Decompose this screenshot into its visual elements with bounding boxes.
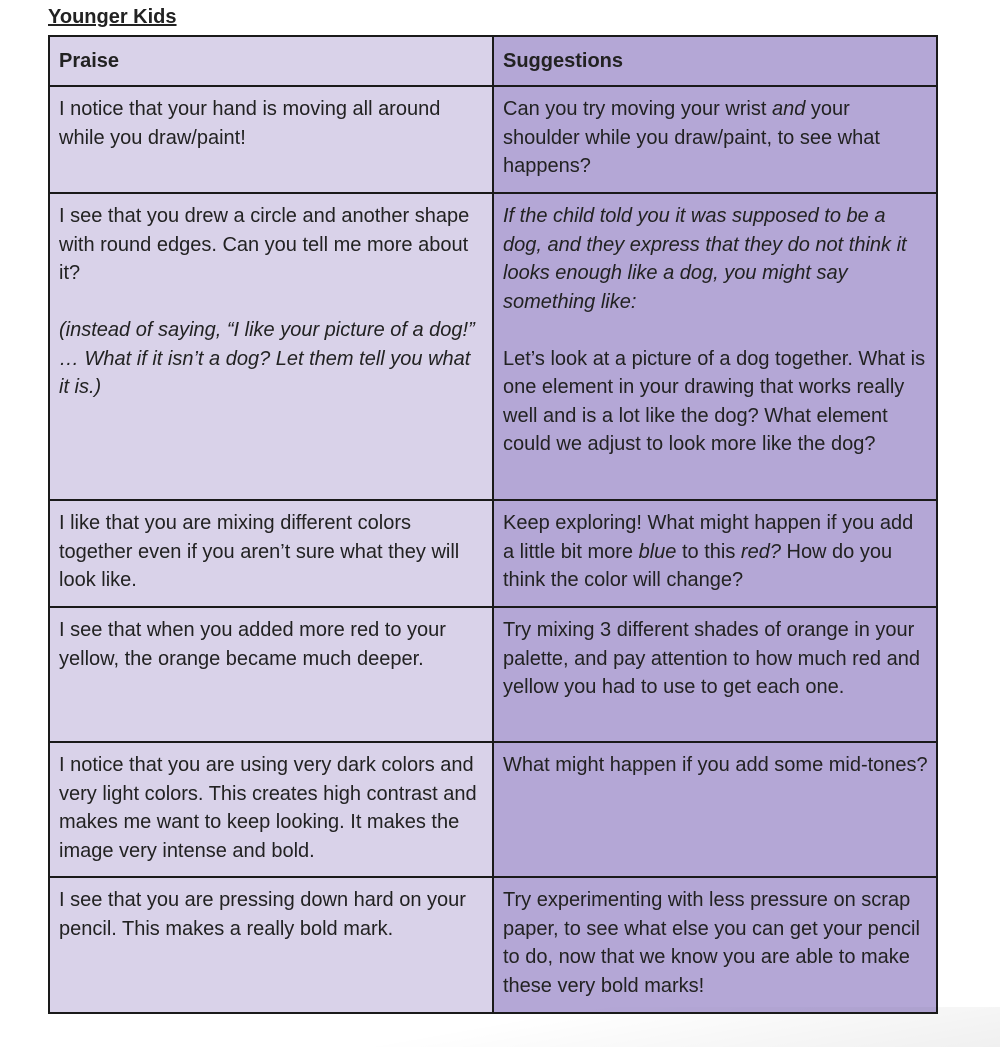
suggestion-intro: If the child told you it was supposed to be a dog, and they express that they do not think it looks enough like a dog, you might say something like: <box>503 205 907 313</box>
praise-cell: I notice that you are using very dark colors and very light colors. This creates high contrast and makes me want to keep looking. It makes the image very intense and bold. <box>49 742 493 877</box>
table-row <box>49 193 937 500</box>
table-header-row <box>49 36 937 86</box>
feedback-table <box>48 35 938 1014</box>
table-row <box>49 86 937 193</box>
table-row <box>49 607 937 742</box>
suggestion-cell: Keep exploring! What might happen if you add a little bit more blue to this red? How do you think the color will change? <box>493 500 937 607</box>
table-row <box>49 877 937 1013</box>
suggestion-cell: Try experimenting with less pressure on scrap paper, to see what else you can get your pencil to do, now that we know you are able to make these very bold marks! <box>493 877 937 1013</box>
praise-cell: I notice that your hand is moving all around while you draw/paint! <box>49 86 493 193</box>
suggestion-cell: Can you try moving your wrist and your shoulder while you draw/paint, to see what happens? <box>493 86 937 193</box>
table-row <box>49 500 937 607</box>
praise-cell: I see that you are pressing down hard on your pencil. This makes a really bold mark. <box>49 877 493 1013</box>
table-row <box>49 742 937 877</box>
praise-column-header: Praise <box>49 36 493 86</box>
praise-cell: I like that you are mixing different colors together even if you aren’t sure what they will look like. <box>49 500 493 607</box>
praise-cell <box>49 193 493 500</box>
suggestion-cell <box>493 193 937 500</box>
praise-note: (instead of saying, “I like your picture of a dog!” … What if it isn’t a dog? Let them tell you what it is.) <box>59 319 475 398</box>
suggestion-cell: What might happen if you add some mid-tones? <box>493 742 937 877</box>
praise-text: I see that you drew a circle and another shape with round edges. Can you tell me more about it? <box>59 205 470 284</box>
suggestions-column-header: Suggestions <box>493 36 937 86</box>
praise-cell: I see that when you added more red to your yellow, the orange became much deeper. <box>49 607 493 742</box>
page-heading: Younger Kids <box>48 6 177 28</box>
suggestion-cell: Try mixing 3 different shades of orange in your palette, and pay attention to how much red and yellow you had to use to get each one. <box>493 607 937 742</box>
suggestion-text: Let’s look at a picture of a dog together. What is one element in your drawing that works really well and is a lot like the dog? What element could we adjust to look more like the dog? <box>503 347 926 455</box>
